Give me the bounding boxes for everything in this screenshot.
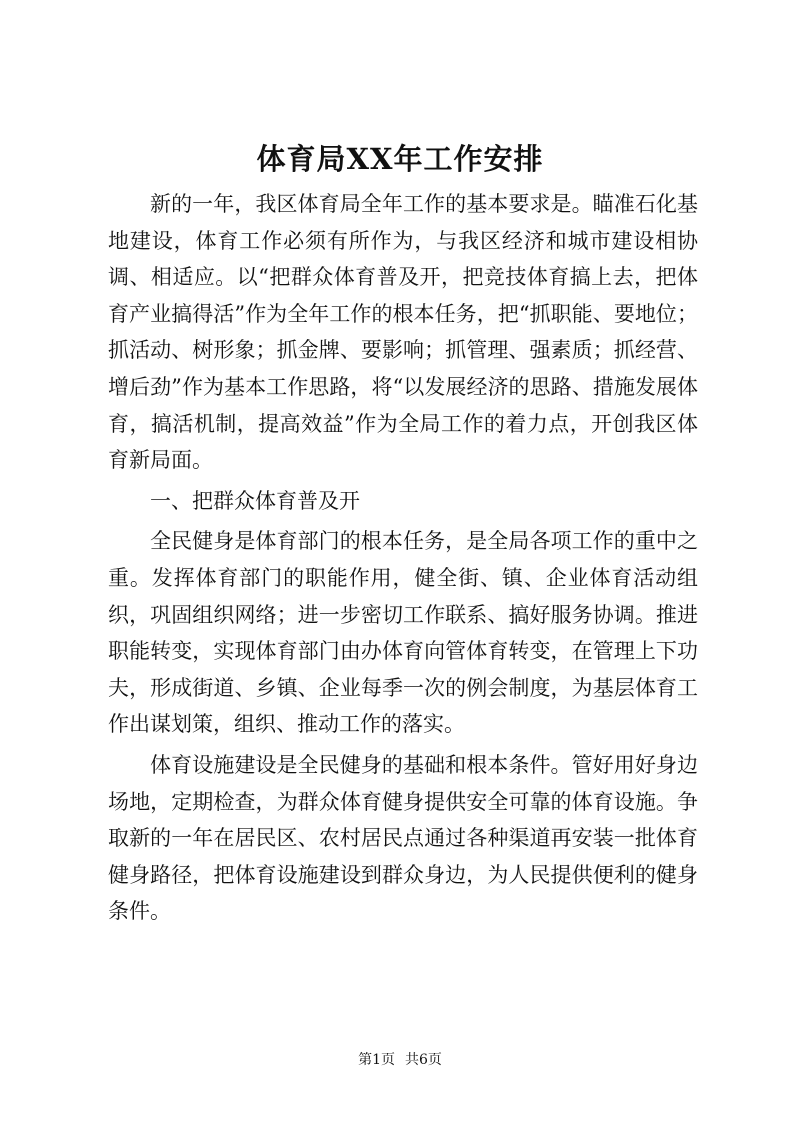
page-total: 共6页 (405, 1052, 442, 1068)
paragraph-facilities: 体育设施建设是全民健身的基础和根本条件。管好用好身边场地，定期检查，为群众体育健身提供安全可靠的体育设施。争取新的一年在居民区、农村居民点通过各种渠道再安装一批体育健身路径，把体育设施建设到群众身边，为人民提供便利的健身条件。 (108, 752, 698, 924)
page-footer (0, 1050, 800, 1070)
document-body (108, 186, 698, 934)
page-number: 第1页 (358, 1052, 395, 1068)
paragraph-fitness: 全民健身是体育部门的根本任务，是全局各项工作的重中之重。发挥体育部门的职能作用，健全街、镇、企业体育活动组织，巩固组织网络；进一步密切工作联系、搞好服务协调。推进职能转变，实现体育部门由办体育向管体育转变，在管理上下功夫，形成街道、乡镇、企业每季一次的例会制度，为基层体育工作出谋划策，组织、推动工作的落实。 (108, 529, 698, 737)
section-heading-1: 一、把群众体育普及开 (150, 488, 360, 513)
document-title: 体育局XX年工作安排 (256, 142, 544, 176)
paragraph-intro: 新的一年，我区体育局全年工作的基本要求是。瞄准石化基地建设，体育工作必须有所作为，与我区经济和城市建设相协调、相适应。以“把群众体育普及开，把竞技体育搞上去，把体育产业搞得活”作为全年工作的根本任务，把“抓职能、要地位；抓活动、树形象；抓金牌、要影响；抓管理、强素质；抓经营、增后劲”作为基本工作思路，将“以发展经济的思路、措施发展体育，搞活机制，提高效益”作为全局工作的着力点，开创我区体育新局面。 (108, 192, 698, 473)
